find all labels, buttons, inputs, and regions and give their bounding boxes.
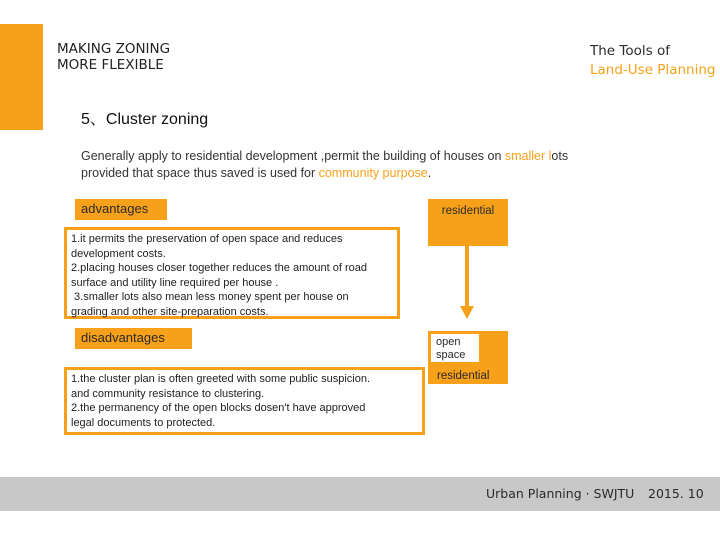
intro-highlight-1: smaller l bbox=[504, 149, 552, 163]
open-space-line1: open bbox=[436, 336, 461, 348]
section-title: 5、Cluster zoning bbox=[81, 111, 209, 128]
disadvantages-line: legal documents to protected. bbox=[71, 416, 216, 429]
advantages-line: 1.it permits the preservation of open space and reduces bbox=[71, 233, 343, 245]
intro-highlight-2: community purpose bbox=[318, 166, 428, 180]
disadvantages-label: disadvantages bbox=[75, 328, 192, 349]
accent-bar bbox=[0, 24, 43, 130]
footer-org: Urban Planning · SWJTU bbox=[486, 486, 635, 501]
advantages-line: grading and other site-preparation costs. bbox=[71, 305, 269, 318]
advantages-line: 3.smaller lots also mean less money spent per house on bbox=[71, 291, 349, 303]
brand-title bbox=[590, 42, 715, 80]
intro-paragraph bbox=[81, 148, 571, 182]
disadvantages-line: and community resistance to clustering. bbox=[71, 387, 265, 400]
diagram-residential-top: residential bbox=[428, 199, 508, 246]
intro-text-3: . bbox=[427, 166, 432, 180]
header-title-line1: MAKING ZONING bbox=[57, 41, 171, 57]
arrow-down-icon bbox=[460, 306, 474, 319]
diagram-arrow-shaft bbox=[465, 246, 469, 308]
header-title-line2: MORE FLEXIBLE bbox=[57, 57, 164, 73]
advantages-label: advantages bbox=[75, 199, 167, 220]
header-title bbox=[57, 41, 170, 73]
advantages-line: 2.placing houses closer together reduces the amount of road bbox=[71, 262, 367, 274]
intro-text-1: Generally apply to residential development ,permit the building of houses on bbox=[81, 149, 505, 163]
brand-line1: The Tools of bbox=[590, 43, 670, 59]
disadvantages-line: 1.the cluster plan is often greeted with some public suspicion. bbox=[71, 373, 370, 385]
open-space-line2: space bbox=[436, 349, 466, 361]
advantages-line: development costs. bbox=[71, 247, 166, 260]
intro-text-2: ots provided that space thus saved is used for bbox=[81, 149, 569, 180]
advantages-box bbox=[64, 227, 400, 319]
disadvantages-box bbox=[64, 367, 425, 435]
diagram-open-space bbox=[431, 334, 479, 362]
brand-line2: Land-Use Planning bbox=[590, 62, 716, 78]
diagram-residential-bottom-label: residential bbox=[437, 370, 490, 382]
disadvantages-line: 2.the permanency of the open blocks dosen't have approved bbox=[71, 402, 366, 414]
advantages-line: surface and utility line required per house . bbox=[71, 276, 279, 289]
footer-date: 2015. 10 bbox=[648, 486, 704, 501]
